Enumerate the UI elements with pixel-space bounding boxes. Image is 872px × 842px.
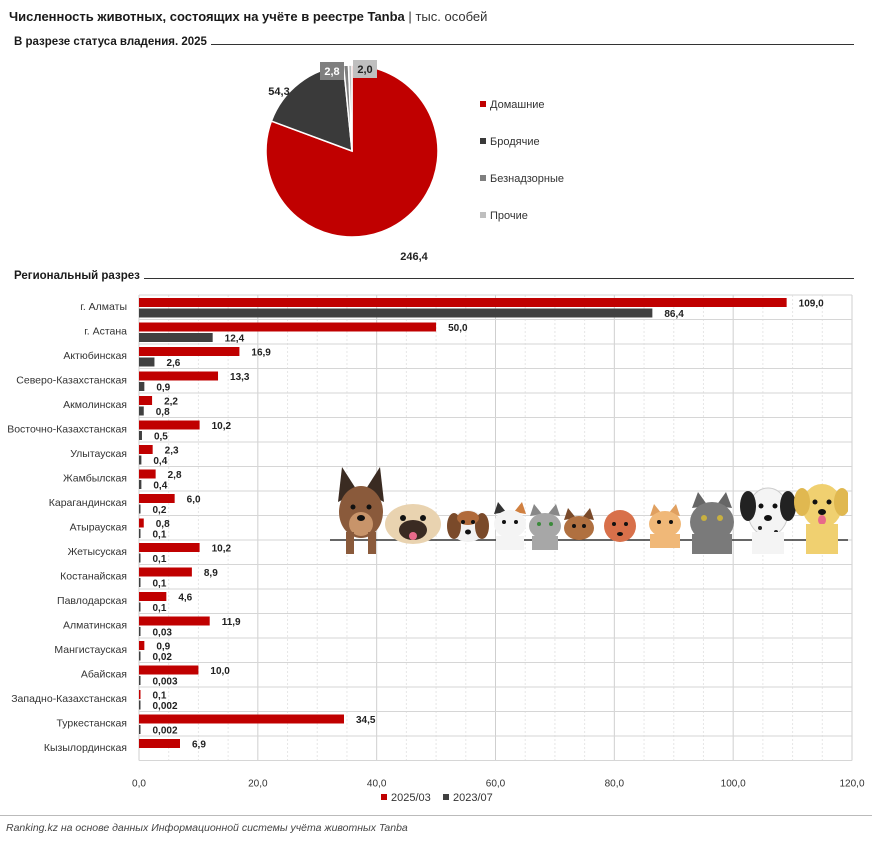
maine-coon-cat-icon (690, 492, 734, 554)
x-tick-label: 40,0 (366, 778, 387, 790)
pie-legend-swatch-3 (480, 212, 486, 218)
bar-2025-03 (139, 347, 239, 356)
pie-legend-label-0: Домашние (490, 99, 545, 111)
source-note: Ranking.kz на основе данных Информационной системы учёта животных Tanba (6, 822, 408, 834)
bar-value-label: 0,1 (152, 603, 167, 614)
bar-value-label: 50,0 (448, 323, 468, 334)
poodle-dog-icon (604, 510, 636, 542)
bar-value-label: 10,0 (210, 666, 230, 677)
category-label: Костанайская (60, 570, 127, 583)
bar-2025-03 (139, 494, 175, 503)
bar-2025-03 (139, 568, 192, 577)
ginger-cat-icon (649, 504, 681, 548)
category-label: Павлодарская (57, 595, 127, 607)
bar-value-label: 13,3 (230, 372, 250, 383)
bar-2023-07 (139, 554, 141, 563)
bar-value-label: 2,2 (164, 396, 178, 408)
category-label: Кызылординская (43, 742, 127, 754)
bar-value-label: 0,02 (152, 652, 172, 663)
pie-value-label-1: 54,3 (268, 86, 290, 98)
pie-legend-label-2: Безнадзорные (490, 173, 565, 185)
category-label: Абайская (80, 668, 127, 681)
pug-dog-icon (385, 504, 441, 544)
bar-2023-07 (139, 725, 141, 734)
bar-2025-03 (139, 470, 156, 479)
bar-value-label: 0,2 (152, 505, 167, 516)
calico-cat-icon (494, 502, 526, 550)
bar-value-label: 34,5 (355, 715, 376, 726)
category-label: Алматинская (62, 619, 127, 632)
footer-rule (0, 815, 872, 816)
pie-value-label-2: 2,8 (324, 66, 340, 78)
x-tick-label: 120,0 (839, 778, 865, 790)
bar-2025-03 (139, 592, 166, 601)
bar-value-label: 16,9 (251, 347, 271, 359)
bar-2025-03 (139, 445, 153, 454)
bar-value-label: 10,2 (211, 543, 232, 555)
bar-value-label: 0,1 (152, 690, 167, 702)
x-tick-label: 60,0 (485, 778, 506, 790)
bar-2023-07 (139, 456, 141, 465)
bar-value-label: 10,2 (211, 421, 232, 432)
bar-value-label: 0,8 (155, 407, 170, 418)
pie-legend-swatch-0 (480, 101, 486, 107)
bar-value-label: 0,003 (152, 676, 178, 688)
dalmatian-dog-icon (740, 488, 796, 554)
pie-legend-item-3 (480, 210, 528, 222)
bar-value-label: 2,6 (166, 358, 181, 369)
bar-2025-03 (139, 323, 436, 332)
category-label: Акмолинская (63, 399, 127, 411)
pie-value-label-3: 2,0 (357, 64, 373, 76)
category-label: Восточно-Казахстанская (7, 423, 127, 436)
pie-legend-label-1: Бродячие (490, 136, 540, 148)
main-title-text: Численность животных, состоящих на учёте в реестре Tanba (9, 9, 405, 24)
category-label: Карагандинская (48, 497, 127, 509)
bar-2023-07 (139, 480, 141, 489)
bar-legend-swatch-0 (381, 794, 387, 800)
bar-2023-07 (139, 333, 213, 342)
bar-2023-07 (139, 652, 141, 661)
bar-section-title: Региональный разрез (14, 270, 144, 282)
bar-2025-03 (139, 715, 344, 724)
bar-value-label: 0,9 (156, 382, 171, 394)
tabby-cat-icon (529, 504, 561, 550)
pie-value-label-0: 246,4 (400, 251, 428, 263)
bar-2023-07 (139, 358, 154, 367)
category-label: г. Алматы (80, 301, 127, 313)
bar-value-label: 4,6 (178, 592, 193, 604)
bar-value-label: 11,9 (221, 617, 241, 628)
beagle-dog-icon (447, 510, 489, 542)
bar-2025-03 (139, 543, 200, 552)
category-label: Жетысуская (67, 546, 127, 558)
title-separator: | (408, 9, 412, 24)
category-label: Жамбылская (62, 472, 127, 485)
pie-legend-label-3: Прочие (490, 210, 528, 222)
bar-2025-03 (139, 421, 200, 430)
bar-2025-03 (139, 666, 198, 675)
category-label: Туркестанская (56, 717, 127, 730)
bar-value-label: 0,03 (152, 627, 172, 639)
yorkie-dog-icon (564, 508, 594, 540)
pets-illustration (328, 462, 848, 562)
bar-value-label: 8,9 (203, 568, 218, 579)
bar-2023-07 (139, 676, 141, 685)
bar-legend-swatch-1 (443, 794, 449, 800)
bar-value-label: 0,4 (153, 456, 168, 467)
bar-value-label: 2,3 (164, 445, 179, 457)
x-tick-label: 0,0 (132, 778, 146, 790)
bar-value-label: 2,8 (167, 470, 182, 481)
bar-2023-07 (139, 529, 141, 538)
bar-value-label: 0,002 (152, 725, 178, 737)
bar-2025-03 (139, 739, 180, 748)
bar-2023-07 (139, 701, 141, 710)
bar-2025-03 (139, 519, 144, 528)
pie-legend-item-0 (480, 99, 545, 111)
pie-section-title: В разрезе статуса владения. 2025 (14, 36, 211, 48)
x-tick-label: 80,0 (604, 778, 625, 790)
pie-legend-item-1 (480, 136, 540, 148)
category-label: г. Астана (84, 325, 127, 338)
bar-2023-07 (139, 382, 144, 391)
bar-value-label: 0,4 (153, 480, 168, 492)
pie-legend-swatch-2 (480, 175, 486, 181)
bar-2023-07 (139, 505, 141, 514)
bar-2025-03 (139, 372, 218, 381)
category-label: Атырауская (69, 521, 127, 534)
bar-2023-07 (139, 431, 142, 440)
bar-legend-item-1 (443, 792, 493, 804)
bar-value-label: 86,4 (664, 309, 684, 320)
category-label: Актюбинская (63, 350, 127, 362)
bar-value-label: 6,0 (186, 494, 201, 506)
bar-2023-07 (139, 578, 141, 587)
category-label: Улытауская (70, 448, 127, 460)
chart-main-title (9, 9, 487, 24)
bar-2025-03 (139, 298, 787, 307)
bar-legend-label-0: 2025/03 (391, 792, 431, 804)
shepherd-dog-icon (338, 467, 384, 554)
bar-2023-07 (139, 603, 141, 612)
golden-retriever-dog-icon (794, 484, 848, 554)
bar-2023-07 (139, 627, 141, 636)
bar-legend-item-0 (381, 792, 431, 804)
bar-value-label: 0,1 (152, 554, 167, 565)
bar-2025-03 (139, 641, 144, 650)
pie-legend-item-2 (480, 173, 564, 185)
bar-2023-07 (139, 309, 652, 318)
x-tick-label: 20,0 (248, 778, 268, 790)
title-unit: тыс. особей (415, 9, 488, 24)
pie-chart (230, 55, 470, 270)
bar-2025-03 (139, 617, 210, 626)
bar-2025-03 (139, 396, 152, 405)
bar-legend-label-1: 2023/07 (453, 792, 493, 804)
bar-value-label: 0,9 (156, 641, 171, 653)
bar-value-label: 109,0 (798, 298, 824, 310)
bar-value-label: 0,5 (153, 431, 168, 443)
category-label: Западно-Казахстанская (11, 693, 127, 705)
bar-value-label: 6,9 (191, 739, 206, 751)
bar-value-label: 12,4 (224, 333, 245, 345)
category-label: Мангистауская (54, 644, 127, 656)
bar-value-label: 0,1 (152, 578, 167, 590)
bar-value-label: 0,8 (155, 519, 170, 530)
bar-value-label: 0,1 (152, 529, 167, 541)
x-tick-label: 100,0 (720, 778, 746, 790)
bar-2025-03 (139, 690, 141, 699)
category-label: Северо-Казахстанская (16, 374, 127, 387)
bar-value-label: 0,002 (152, 701, 178, 712)
bar-2023-07 (139, 407, 144, 416)
pie-legend-swatch-1 (480, 138, 486, 144)
